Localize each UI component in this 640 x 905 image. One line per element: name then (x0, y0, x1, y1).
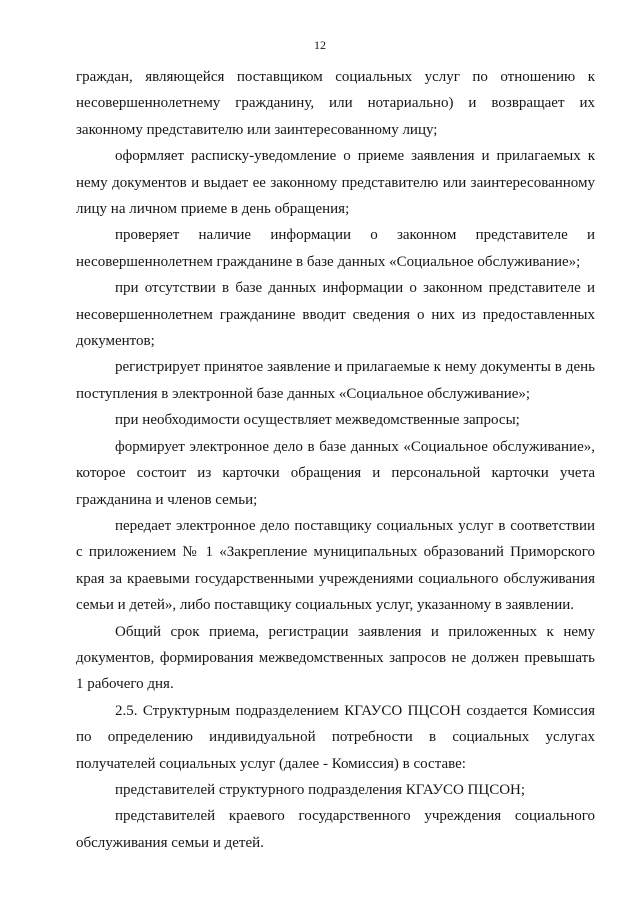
paragraph-check-database: проверяет наличие информации о законном представителе и несовершеннолетнем гражданине в базе данных «Социальное обслуживание»; (76, 227, 595, 270)
paragraph-return-documents: граждан, являющейся поставщиком социальных услуг по отношению к несовершеннолетнему гражданину, или нотариально) и возвращает их законному представителю или заинтересованному лицу; (76, 69, 595, 138)
paragraph-commission-member-2: представителей краевого государственного учреждения социального обслуживания семьи и детей. (76, 808, 595, 851)
paragraph-receipt-notice: оформляет расписку-уведомление о приеме заявления и прилагаемых к нему документов и выдает ее законному представителю или заинтересованному лицу на личном приеме в день обращения; (76, 148, 595, 218)
page-number: 12 (314, 38, 326, 52)
paragraph-total-term: Общий срок приема, регистрации заявления и приложенных к нему документов, формирования межведомственных запросов не должен превышать 1 рабочего дня. (76, 623, 595, 693)
paragraph-interagency-requests: при необходимости осуществляет межведомственные запросы; (115, 412, 520, 429)
paragraph-register-application: регистрирует принятое заявление и прилагаемые к нему документы в день поступления в электронной базе данных «Социальное обслуживание»; (76, 359, 595, 402)
paragraph-commission-member-1: представителей структурного подразделения КГАУСО ПЦСОН; (115, 781, 526, 798)
paragraph-electronic-file: формирует электронное дело в базе данных «Социальное обслуживание», которое состоит из карточки обращения и персональной карточки учета гражданина и членов семьи; (76, 438, 595, 508)
paragraph-transfer-file: передает электронное дело поставщику социальных услуг в соответствии с приложением № 1 «Закрепление муниципальных образований Приморского края за краевыми государственными учреждениями социального обслуживания семьи и детей», либо поставщику социальных услуг, указанному в заявлении. (76, 517, 595, 614)
document-body (76, 64, 595, 856)
paragraph-section-2-5: 2.5. Структурным подразделением КГАУСО ПЦСОН создается Комиссия по определению индивидуальной потребности в социальных услугах получателей социальных услуг (далее - Комиссия) в составе: (76, 702, 595, 772)
paragraph-enter-data: при отсутствии в базе данных информации о законном представителе и несовершеннолетнем гражданине вводит сведения о них из предоставленных документов; (76, 280, 595, 350)
